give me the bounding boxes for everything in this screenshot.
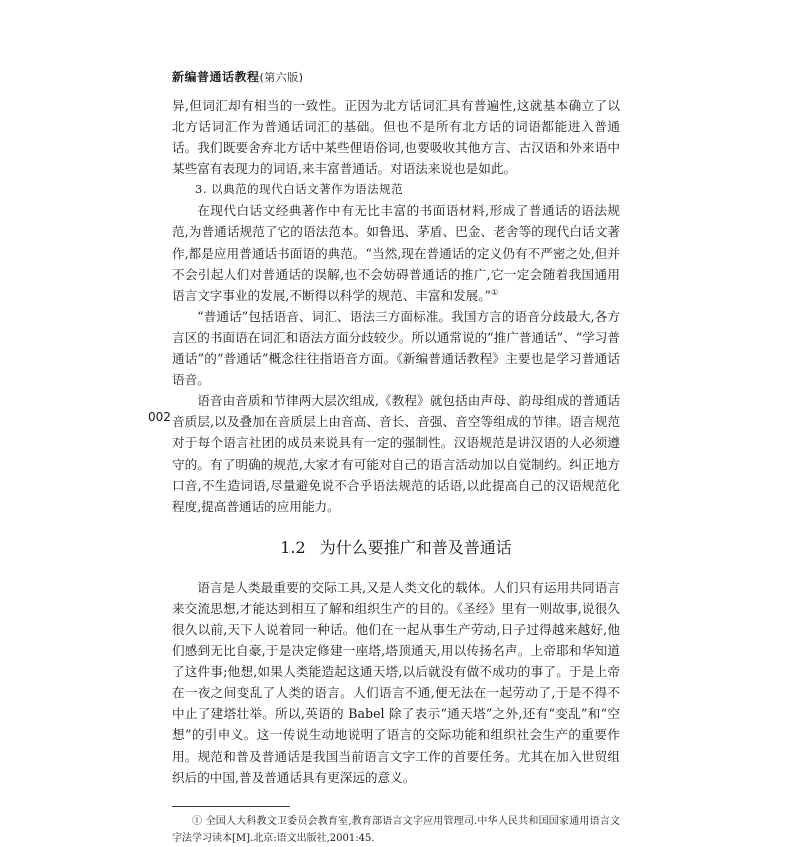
section-heading bbox=[172, 535, 620, 561]
subheading: 3. 以典范的现代白话文著作为语法规范 bbox=[195, 182, 404, 197]
section-number: 1.2 bbox=[280, 537, 306, 557]
running-head bbox=[172, 68, 304, 85]
footnote-marker: ① bbox=[491, 287, 499, 297]
paragraph-3: “普通话”包括语音、词汇、语法三方面标准。我国方言的语音分歧最大,各方言区的书面语在词汇和语法方面分歧较少。所以通常说的“推广普通话”、“学习普通话”的“普通话”概念往往指语音方面。《新编普通话教程》主要也是学习普通话语音。 bbox=[172, 308, 620, 388]
footnote: ① 全国人大科教文卫委员会教育室,教育部语言文字应用管理司.中华人民共和国国家通用语言文字法学习读本[M].北京:语文出版社,2001:45. bbox=[172, 815, 620, 844]
page-body bbox=[172, 95, 620, 847]
paragraph-2 bbox=[172, 200, 620, 305]
paragraph-1: 异,但词汇却有相当的一致性。正因为北方话词汇具有普遍性,这就基本确立了以北方话词汇作为普通话词汇的基础。但也不是所有北方话的词语都能进入普通话。我们既要舍弃北方话中某些俚语俗词,也要吸收其他方言、古汉语和外来语中某些富有表现力的词语,来丰富普通话。对语法来说也是如此。 bbox=[172, 98, 620, 177]
book-title: 新编普通话教程 bbox=[172, 70, 260, 84]
edition-label: (第六版) bbox=[259, 71, 304, 84]
section-title: 为什么要推广和普及普通话 bbox=[319, 537, 512, 557]
paragraph-2-text: 在现代白话文经典著作中有无比丰富的书面语材料,形成了普通话的语法规范,为普通话规范了它的语法范本。如鲁迅、茅盾、巴金、老舍等的现代白话文著作,都是应用普通话书面语的典范。“当然,现在普通话的定义仍有不严密之处,但并不会引起人们对普通话的误解,也不会妨碍普通话的推广,它一定会随着我国通用语言文字事业的发展,不断得以科学的规范、丰富和发展。” bbox=[172, 203, 620, 303]
paragraph-4: 语音由音质和节律两大层次组成,《教程》就包括由声母、韵母组成的普通话音质层,以及叠加在音质层上由音高、音长、音强、音空等组成的节律。语言规范对于每个语言社团的成员来说具有一定的强制性。汉语规范是讲汉语的人必须遵守的。有了明确的规范,大家才有可能对自己的语言活动加以自觉制约。纠正地方口音,不生造词语,尽量避免说不合乎语法规范的话语,以此提高自己的汉语规范化程度,提高普通话的应用能力。 bbox=[172, 393, 620, 514]
footnote-divider bbox=[172, 806, 290, 807]
paragraph-5: 语言是人类最重要的交际工具,又是人类文化的载体。人们只有运用共同语言来交流思想,才能达到相互了解和组织生产的目的。《圣经》里有一则故事,说很久很久以前,天下人说着同一种话。他们在一起从事生产劳动,日子过得越来越好,他们感到无比自豪,于是决定修建一座塔,塔顶通天,用以传扬名声。上帝耶和华知道了这件事;他想,如果人类能造起这通天塔,以后就没有做不成功的事了。于是上帝在一夜之间变乱了人类的语言。人们语言不通,便无法在一起劳动了,于是不得不中止了建塔壮举。所以,英语的 Babel 除了表示“通天塔”之外,还有“变乱”和“空想”的引申义。这一传说生动地说明了语言的交际功能和组织社会生产的重要作用。规范和普及普通话是我国当前语言文字工作的首要任务。尤其在加入世贸组织后的中国,普及普通话具有更深远的意义。 bbox=[172, 579, 620, 785]
page-number: 002 bbox=[148, 410, 171, 424]
